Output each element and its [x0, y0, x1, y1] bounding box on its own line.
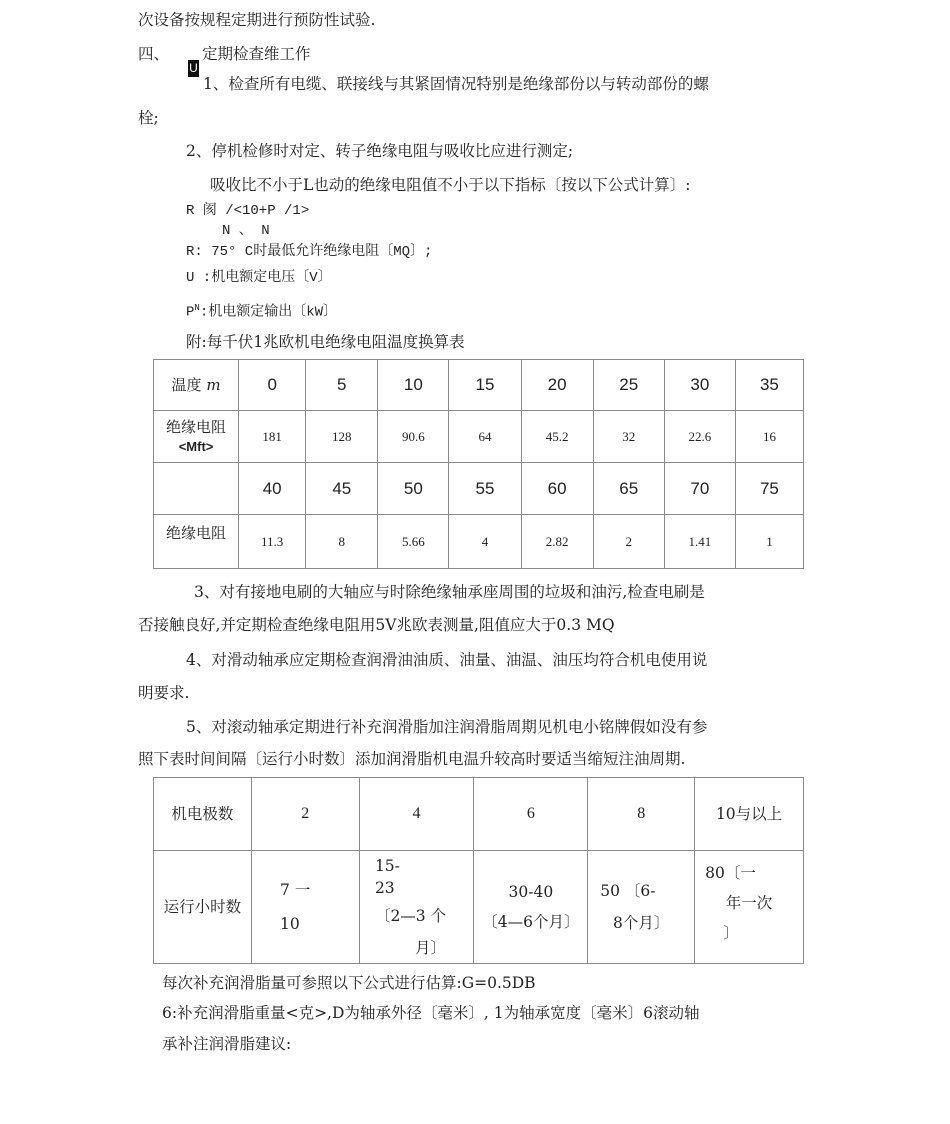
table-cell: 50 — [378, 463, 449, 515]
table-cell: 40 — [239, 463, 306, 515]
definition-u: U :机电额定电压〔V〕 — [186, 270, 332, 286]
p-symbol: P — [186, 304, 195, 321]
table-header-cell: 绝缘电阻 <Mft> — [154, 411, 239, 463]
table-cell: 55 — [449, 463, 521, 515]
table-cell — [695, 851, 804, 964]
p-superscript: N — [194, 303, 200, 313]
table-cell — [359, 851, 474, 964]
text-line: 每次补充润滑脂量可参照以下公式进行估算:G=0.5DB — [162, 974, 536, 992]
cell-line: 〕 — [723, 924, 739, 942]
table-cell: 5.66 — [378, 515, 449, 569]
table-cell: 45 — [306, 463, 378, 515]
table-header-cell: 运行小时数 — [154, 851, 252, 964]
table-cell: 181 — [239, 411, 306, 463]
cell-line: 30-40 — [508, 883, 554, 901]
table-cell: 8 — [588, 778, 695, 851]
table-cell: 35 — [735, 360, 803, 411]
formula: R 阂 /<10+P /1> — [186, 203, 310, 219]
cell-line: 7 一 — [280, 881, 311, 899]
table-cell: 2 — [251, 778, 359, 851]
p-text: :机电额定输出〔kW〕 — [199, 304, 338, 321]
table-cell: 4 — [449, 515, 521, 569]
table-row — [154, 515, 804, 569]
table-cell: 65 — [593, 463, 664, 515]
table-cell: 2.82 — [521, 515, 593, 569]
table-cell: 11.3 — [239, 515, 306, 569]
table-cell — [251, 851, 359, 964]
table-cell: 8 — [306, 515, 378, 569]
table-row — [154, 463, 804, 515]
text-line: 1、检查所有电缆、联接线与其紧固情况特别是绝缘部份以与转动部份的螺 — [203, 75, 709, 93]
table-cell: 2 — [593, 515, 664, 569]
text-line: 次设备按规程定期进行预防性试验. — [138, 11, 376, 29]
text-line: 5、对滚动轴承定期进行补充润滑脂加注润滑脂周期见机电小铭牌假如没有参 — [186, 718, 708, 736]
text-line: 栓; — [138, 109, 159, 127]
text-line: 明要求. — [138, 684, 190, 702]
cell-line: 50 〔6- — [600, 882, 656, 900]
table-cell: 16 — [735, 411, 803, 463]
table-cell: 1 — [735, 515, 803, 569]
table-cell: 60 — [521, 463, 593, 515]
table-row — [154, 411, 804, 463]
table-row — [154, 360, 804, 411]
cell-line: 80〔一 — [705, 864, 756, 882]
table-cell: 75 — [735, 463, 803, 515]
definition-p — [186, 298, 337, 323]
insulation-temperature-table — [153, 359, 804, 569]
cell-line: 〔2—3 个 — [374, 907, 447, 925]
section-heading — [138, 44, 311, 75]
table-cell: 25 — [593, 360, 664, 411]
cell-line: 月〕 — [414, 939, 446, 957]
table-cell — [588, 851, 695, 964]
table-cell: 10 — [378, 360, 449, 411]
text-line: 4、对滑动轴承应定期检查润滑油油质、油量、油温、油压均符合机电使用说 — [186, 651, 708, 669]
table-cell: 64 — [449, 411, 521, 463]
text-line: 2、停机检修时对定、转子绝缘电阻与吸收比应进行测定; — [186, 142, 574, 160]
lubrication-interval-table — [153, 777, 804, 964]
formula-subscript: N 、 N — [222, 223, 270, 239]
table-caption: 附:每千伏1兆欧机电绝缘电阻温度换算表 — [186, 333, 465, 351]
text-cursor: U — [189, 61, 198, 75]
text-line: 否接触良好,并定期检查绝缘电阻用5V兆欧表测量,阻值应大于0.3 MQ — [138, 616, 615, 634]
cell-line: 年一次 — [725, 894, 773, 912]
text-line: 照下表时间间隔〔运行小时数〕添加润滑脂机电温升较高时要适当缩短注油周期. — [138, 750, 686, 768]
cell-line: 23 — [374, 879, 395, 897]
table-cell: 45.2 — [521, 411, 593, 463]
table-cell: 0 — [239, 360, 306, 411]
table-cell: 5 — [306, 360, 378, 411]
table-header-cell — [154, 463, 239, 515]
cell-line: 10 — [280, 915, 300, 933]
cell-line: 〔4—6个月〕 — [482, 913, 580, 931]
table-cell: 90.6 — [378, 411, 449, 463]
definition-r: R: 75° C时最低允许绝缘电阻〔MQ〕; — [186, 244, 433, 260]
text-line: 3、对有接地电刷的大轴应与时除绝缘轴承座周围的垃圾和油污,检查电刷是 — [194, 583, 705, 601]
table-cell: 6 — [474, 778, 588, 851]
table-cell: 4 — [359, 778, 474, 851]
table-cell: 70 — [664, 463, 735, 515]
table-cell — [474, 851, 588, 964]
cell-line: 8个月〕 — [613, 914, 670, 932]
table-cell: 15 — [449, 360, 521, 411]
table-cell: 20 — [521, 360, 593, 411]
text-line: 6:补充润滑脂重量<克>,D为轴承外径〔毫米〕, 1为轴承宽度〔毫米〕6滚动轴 — [162, 1004, 700, 1022]
table-header-cell: 绝缘电阻 — [154, 515, 239, 569]
table-row — [154, 851, 804, 964]
section-title: 定期检查维工作 — [202, 45, 311, 63]
table-row — [154, 778, 804, 851]
table-cell: 1.41 — [664, 515, 735, 569]
table-cell: 22.6 — [664, 411, 735, 463]
table-cell: 128 — [306, 411, 378, 463]
table-cell: 32 — [593, 411, 664, 463]
table-cell: 10与以上 — [695, 778, 804, 851]
table-header-cell: 机电极数 — [154, 778, 252, 851]
section-number: 四、 — [138, 45, 170, 63]
cell-line: 15- — [374, 857, 400, 875]
text-line: 吸收比不小于L也动的绝缘电阻值不小于以下指标〔按以下公式计算〕: — [210, 176, 691, 194]
table-cell: 30 — [664, 360, 735, 411]
table-header-cell: 温度 m — [154, 360, 239, 411]
text-line: 承补注润滑脂建议: — [162, 1035, 292, 1053]
